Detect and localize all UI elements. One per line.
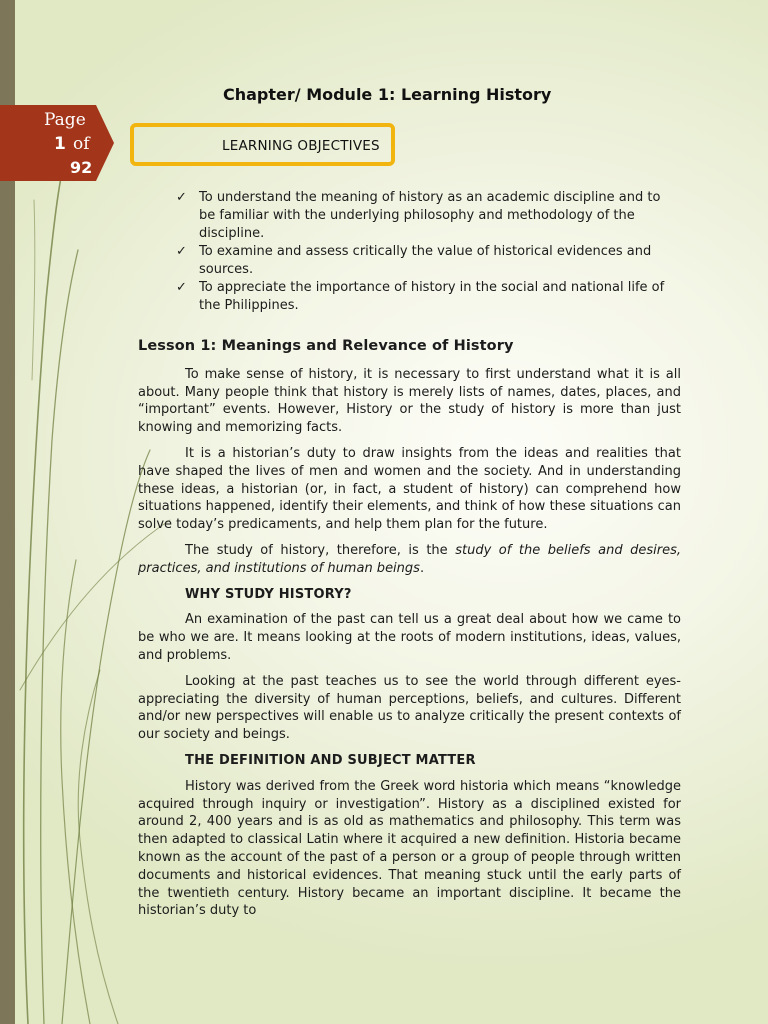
paragraph: It is a historian’s duty to draw insights from the ideas and realities that have shaped the lives of men and women and the society. And in understanding these ideas, a historian (or, in fact, a student of history) can comprehend how situations happened, identify their elements, and think of how these situations can solve today’s predicaments, and help them plan for the future. [138,445,681,533]
objective-text: To examine and assess critically the value of historical evidences and sources. [199,244,652,277]
page-of: of [73,134,90,154]
objective-text: To understand the meaning of history as an academic discipline and to be familiar with the underlying philosophy and methodology of the discipline. [199,190,661,241]
objective-item [176,243,676,279]
paragraph: An examination of the past can tell us a great deal about how we came to be who we are. It means looking at the roots of modern institutions, ideas, values, and problems. [138,612,681,663]
learning-objectives-label: LEARNING OBJECTIVES [222,138,380,154]
page-indicator [0,105,114,181]
page-word: Page [44,110,86,130]
objective-text: To appreciate the importance of history in the social and national life of the Philippines. [199,280,665,313]
checkmark-icon: ✓ [176,190,187,205]
chapter-title: Chapter/ Module 1: Learning History [223,85,552,104]
why-study-heading: WHY STUDY HISTORY? [185,586,352,602]
paragraph [138,542,681,578]
checkmark-icon: ✓ [176,244,187,259]
definition-heading: THE DEFINITION AND SUBJECT MATTER [185,752,476,768]
emphasized-text: study of the beliefs and desires, practices, and institutions of human beings [138,542,681,576]
objectives-list [176,189,676,315]
checkmark-icon: ✓ [176,280,187,295]
page-total: 92 [70,158,93,177]
paragraph: History was derived from the Greek word historia which means “knowledge acquired through inquiry or investigation”. History as a disciplined existed for around 2, 400 years and is as old as mathematics and philosophy. This term was then adapted to classical Latin where it acquired a new definition. Historia became known as the account of the past of a person or a group of people through written documents and historical evidences. That meaning stuck until the early parts of the twentieth century. History became an important discipline. It became the historian’s duty to [138,778,681,919]
paragraph: To make sense of history, it is necessary to first understand what it is all about. Many people think that history is merely lists of names, dates, places, and “important” events. However, History or the study of history is more than just knowing and memorizing facts. [138,366,681,436]
objective-item [176,279,676,315]
page-current: 1 [54,134,66,154]
paragraph: Looking at the past teaches us to see the world through different eyes- appreciating the diversity of human perceptions, beliefs, and cultures. Different and/or new perspectives will enable us to analyze critically the present contexts of our society and beings. [138,673,681,743]
objective-item [176,189,676,243]
lesson-content [138,338,681,928]
paragraph-text: The study of history, therefore, is the [185,542,456,558]
paragraph-text: . [419,560,425,576]
lesson-title: Lesson 1: Meanings and Relevance of History [138,338,514,354]
